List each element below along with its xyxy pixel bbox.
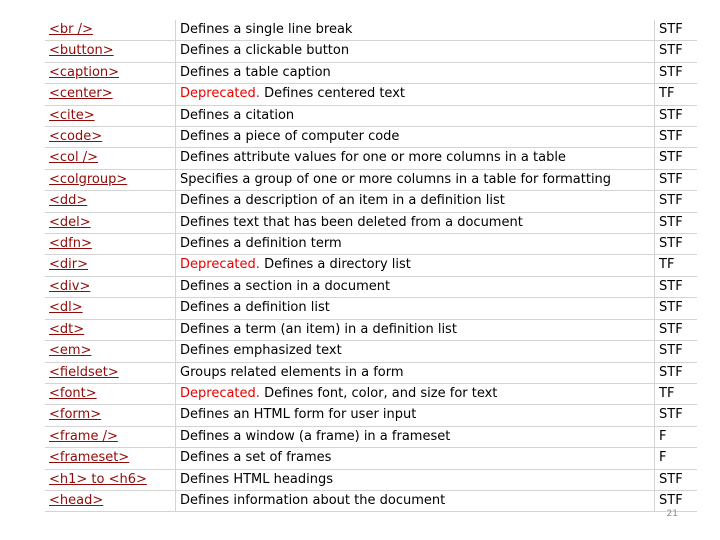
tag-cell bbox=[45, 469, 176, 490]
dtd-cell: STF bbox=[655, 191, 698, 212]
tag-cell bbox=[45, 148, 176, 169]
tag-link[interactable]: <col /> bbox=[49, 150, 99, 166]
tag-cell bbox=[45, 127, 176, 148]
tag-link[interactable]: <dt> bbox=[49, 321, 85, 337]
description-cell bbox=[176, 169, 655, 190]
table-row bbox=[45, 448, 697, 469]
description-text: Defines emphasized text bbox=[180, 343, 342, 359]
table-row bbox=[45, 298, 697, 319]
tag-link[interactable]: <br /> bbox=[49, 22, 93, 37]
table-row bbox=[45, 105, 697, 126]
tag-reference-table bbox=[45, 20, 697, 512]
dtd-cell: STF bbox=[655, 105, 698, 126]
dtd-cell: F bbox=[655, 426, 698, 447]
deprecated-label: Deprecated. bbox=[180, 86, 260, 102]
description-cell bbox=[176, 298, 655, 319]
tag-link[interactable]: <frameset> bbox=[49, 450, 130, 466]
table-row bbox=[45, 127, 697, 148]
tag-link[interactable]: <frame /> bbox=[49, 428, 118, 444]
description-cell bbox=[176, 105, 655, 126]
description-cell bbox=[176, 383, 655, 404]
table-row bbox=[45, 341, 697, 362]
description-cell bbox=[176, 148, 655, 169]
dtd-cell: STF bbox=[655, 362, 698, 383]
tag-link[interactable]: <button> bbox=[49, 43, 114, 59]
tag-link[interactable]: <div> bbox=[49, 278, 91, 294]
description-text: Groups related elements in a form bbox=[180, 364, 404, 380]
dtd-cell: STF bbox=[655, 169, 698, 190]
description-cell bbox=[176, 448, 655, 469]
dtd-cell: STF bbox=[655, 127, 698, 148]
description-text: Specifies a group of one or more columns in a table for formatting bbox=[180, 171, 612, 187]
dtd-cell: F bbox=[655, 448, 698, 469]
tag-link[interactable]: <colgroup> bbox=[49, 171, 128, 187]
description-text: Defines HTML headings bbox=[180, 471, 333, 487]
description-text: Defines font, color, and size for text bbox=[264, 385, 498, 401]
description-text: Defines a description of an item in a definition list bbox=[180, 193, 505, 209]
tag-cell bbox=[45, 105, 176, 126]
description-text: Defines a term (an item) in a definition list bbox=[180, 321, 457, 337]
dtd-cell: STF bbox=[655, 148, 698, 169]
tag-cell bbox=[45, 84, 176, 105]
tag-cell bbox=[45, 255, 176, 276]
description-cell bbox=[176, 341, 655, 362]
description-cell bbox=[176, 276, 655, 297]
table-row bbox=[45, 255, 697, 276]
tag-link[interactable]: <caption> bbox=[49, 64, 120, 80]
description-text: Defines text that has been deleted from a document bbox=[180, 214, 523, 230]
dtd-cell: TF bbox=[655, 255, 698, 276]
tag-link[interactable]: <dfn> bbox=[49, 236, 92, 252]
table-row bbox=[45, 276, 697, 297]
tag-cell bbox=[45, 276, 176, 297]
tag-link[interactable]: <h1> to <h6> bbox=[49, 471, 147, 487]
tag-link[interactable]: <form> bbox=[49, 407, 102, 423]
tag-cell bbox=[45, 41, 176, 62]
table-row bbox=[45, 469, 697, 490]
table-row bbox=[45, 319, 697, 340]
description-cell bbox=[176, 405, 655, 426]
table-row bbox=[45, 62, 697, 83]
tag-cell bbox=[45, 20, 176, 41]
description-text: Defines a window (a frame) in a frameset bbox=[180, 428, 451, 444]
tag-link[interactable]: <font> bbox=[49, 385, 97, 401]
tag-cell bbox=[45, 362, 176, 383]
description-text: Defines a section in a document bbox=[180, 278, 391, 294]
tag-link[interactable]: <del> bbox=[49, 214, 91, 230]
dtd-cell: STF bbox=[655, 41, 698, 62]
tag-link[interactable]: <dir> bbox=[49, 257, 88, 273]
description-cell bbox=[176, 191, 655, 212]
description-cell bbox=[176, 127, 655, 148]
dtd-cell: STF bbox=[655, 62, 698, 83]
tag-link[interactable]: <fieldset> bbox=[49, 364, 119, 380]
description-text: Defines attribute values for one or more columns in a table bbox=[180, 150, 566, 166]
description-text: Defines an HTML form for user input bbox=[180, 407, 417, 423]
tag-cell bbox=[45, 319, 176, 340]
dtd-cell: STF bbox=[655, 319, 698, 340]
tag-cell bbox=[45, 169, 176, 190]
tag-cell bbox=[45, 405, 176, 426]
description-text: Defines a definition term bbox=[180, 236, 342, 252]
dtd-cell: TF bbox=[655, 84, 698, 105]
description-cell bbox=[176, 212, 655, 233]
tag-link[interactable]: <center> bbox=[49, 86, 113, 102]
description-cell bbox=[176, 426, 655, 447]
description-cell bbox=[176, 62, 655, 83]
description-text: Defines a single line break bbox=[180, 22, 353, 37]
tag-cell bbox=[45, 234, 176, 255]
tag-cell bbox=[45, 212, 176, 233]
table-row bbox=[45, 405, 697, 426]
description-cell bbox=[176, 84, 655, 105]
tag-cell bbox=[45, 490, 176, 511]
tag-cell bbox=[45, 341, 176, 362]
tag-cell bbox=[45, 191, 176, 212]
dtd-cell: STF bbox=[655, 20, 698, 41]
description-cell bbox=[176, 41, 655, 62]
table-row bbox=[45, 41, 697, 62]
deprecated-label: Deprecated. bbox=[180, 257, 260, 273]
tag-link[interactable]: <em> bbox=[49, 343, 92, 359]
description-text: Defines a directory list bbox=[264, 257, 411, 273]
description-text: Defines centered text bbox=[264, 86, 405, 102]
description-cell bbox=[176, 490, 655, 511]
dtd-cell: STF bbox=[655, 212, 698, 233]
table-row bbox=[45, 362, 697, 383]
tag-cell bbox=[45, 62, 176, 83]
dtd-cell: STF bbox=[655, 298, 698, 319]
dtd-cell: STF bbox=[655, 490, 698, 511]
dtd-cell: STF bbox=[655, 234, 698, 255]
table-row bbox=[45, 490, 697, 511]
dtd-cell: STF bbox=[655, 469, 698, 490]
table-row bbox=[45, 212, 697, 233]
tag-link[interactable]: <cite> bbox=[49, 107, 95, 123]
dtd-cell: STF bbox=[655, 341, 698, 362]
description-cell bbox=[176, 469, 655, 490]
table-row bbox=[45, 426, 697, 447]
tag-cell bbox=[45, 448, 176, 469]
description-text: Defines a piece of computer code bbox=[180, 129, 400, 145]
table-row bbox=[45, 169, 697, 190]
description-text: Defines a clickable button bbox=[180, 43, 350, 59]
description-text: Defines a definition list bbox=[180, 300, 330, 316]
tag-link[interactable]: <dd> bbox=[49, 193, 88, 209]
description-cell bbox=[176, 255, 655, 276]
tag-cell bbox=[45, 298, 176, 319]
description-text: Defines a set of frames bbox=[180, 450, 332, 466]
table-row bbox=[45, 84, 697, 105]
table-row bbox=[45, 234, 697, 255]
table-body bbox=[45, 20, 697, 512]
tag-cell bbox=[45, 426, 176, 447]
table-row bbox=[45, 383, 697, 404]
description-text: Defines a citation bbox=[180, 107, 295, 123]
dtd-cell: STF bbox=[655, 405, 698, 426]
tag-cell bbox=[45, 383, 176, 404]
page-number: 21 bbox=[666, 509, 678, 519]
description-text: Defines information about the document bbox=[180, 492, 446, 508]
description-text: Defines a table caption bbox=[180, 64, 331, 80]
table-row bbox=[45, 148, 697, 169]
tag-link[interactable]: <head> bbox=[49, 492, 104, 508]
description-cell bbox=[176, 362, 655, 383]
dtd-cell: TF bbox=[655, 383, 698, 404]
tag-link[interactable]: <code> bbox=[49, 129, 103, 145]
table-row bbox=[45, 191, 697, 212]
description-cell bbox=[176, 234, 655, 255]
table-row bbox=[45, 20, 697, 41]
tag-link[interactable]: <dl> bbox=[49, 300, 83, 316]
dtd-cell: STF bbox=[655, 276, 698, 297]
description-cell bbox=[176, 319, 655, 340]
deprecated-label: Deprecated. bbox=[180, 385, 260, 401]
description-cell bbox=[176, 20, 655, 41]
